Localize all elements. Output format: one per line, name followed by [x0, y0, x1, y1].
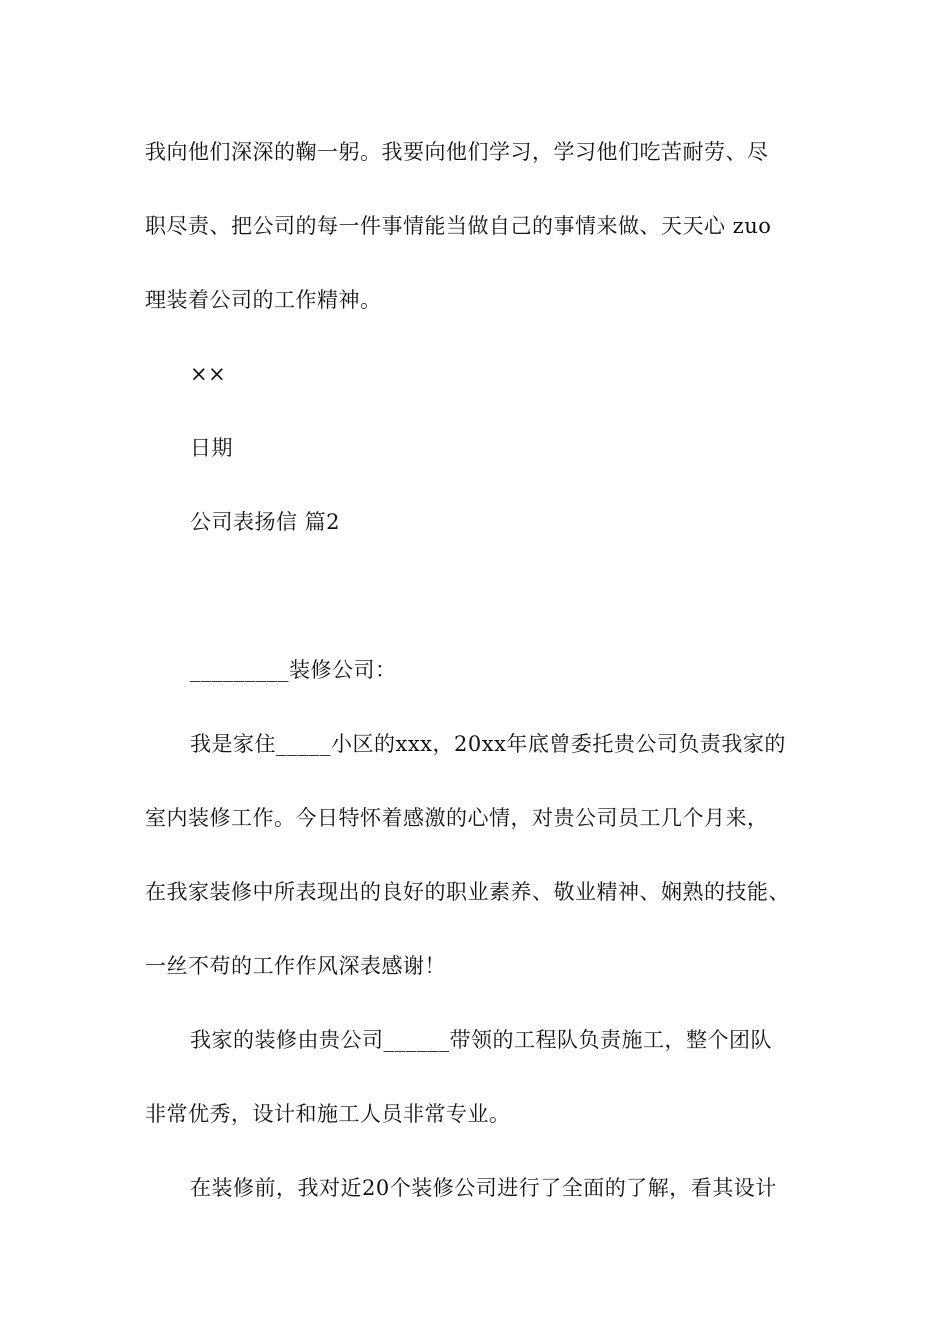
paragraph-line: 职尽责、把公司的每一件事情能当做自己的事情来做、天天心 zuo — [145, 214, 772, 238]
paragraph-line: 我向他们深深的鞠一躬。我要向他们学习，学习他们吃苦耐劳、尽 — [145, 140, 769, 164]
paragraph-line: 理装着公司的工作精神。 — [145, 288, 382, 312]
paragraph-line: 我家的装修由贵公司______带领的工程队负责施工，整个团队 — [190, 1028, 772, 1052]
paragraph-line: 一丝不苟的工作作风深表感谢！ — [145, 954, 446, 978]
paragraph-line: 我是家住_____小区的xxx，20xx年底曾委托贵公司负责我家的 — [190, 732, 786, 756]
date-line: 日期 — [190, 436, 233, 460]
signature-line: ×× — [190, 362, 227, 386]
paragraph-line: 非常优秀，设计和施工人员非常专业。 — [145, 1102, 511, 1126]
paragraph-line: 在我家装修中所表现出的良好的职业素养、敬业精神、娴熟的技能、 — [145, 880, 790, 904]
section-heading: 公司表扬信 篇2 — [190, 510, 341, 534]
salutation-line: _________装修公司： — [190, 658, 397, 682]
paragraph-line: 在装修前，我对近20个装修公司进行了全面的了解，看其设计 — [190, 1176, 777, 1200]
paragraph-line: 室内装修工作。今日特怀着感激的心情，对贵公司员工几个月来， — [145, 806, 769, 830]
